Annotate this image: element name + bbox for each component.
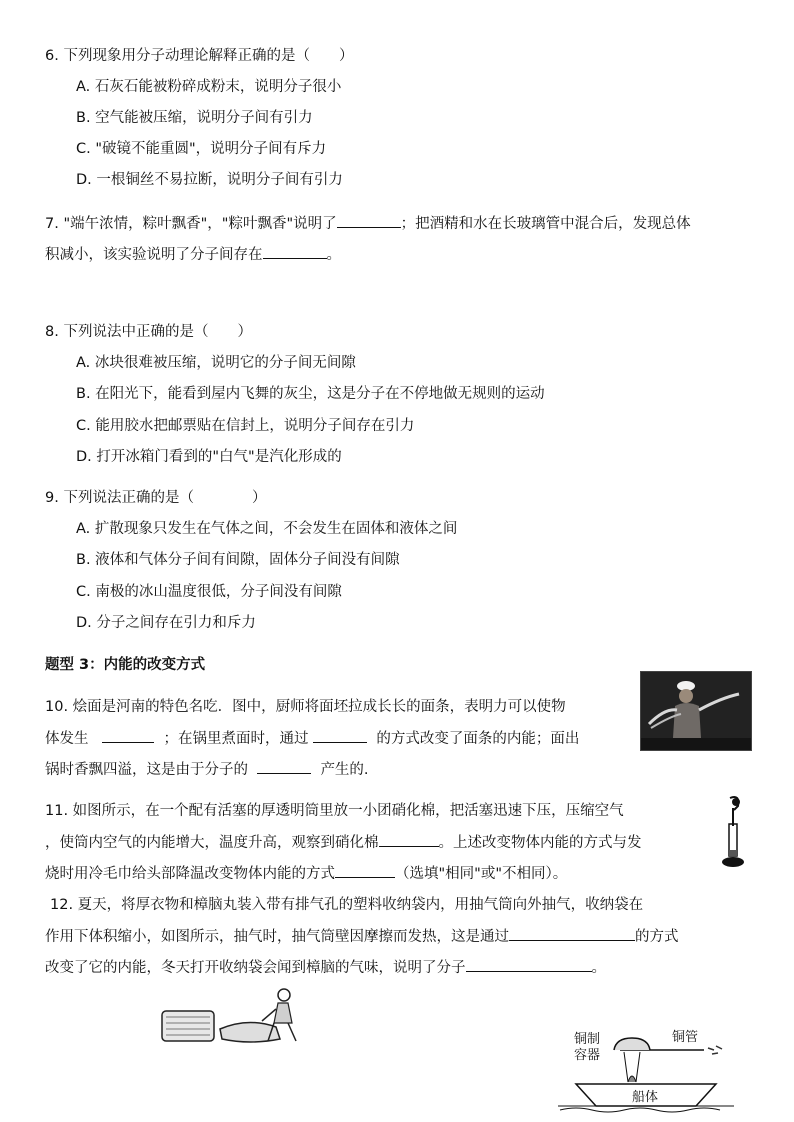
q11-text-a: ，使筒内空气的内能增大，温度升高，观察到硝化棉	[45, 835, 379, 851]
copper-container-label	[574, 1032, 600, 1064]
q6-option-b: B. 空气能被压缩，说明分子间有引力	[76, 110, 313, 126]
q7-blank-1	[337, 213, 401, 228]
q9-option-b: B. 液体和气体分子间有间隙，固体分子间没有间隙	[76, 552, 400, 568]
section-heading: 题型 3：内能的改变方式	[45, 657, 206, 673]
q10-line3	[45, 759, 369, 780]
q12-line3	[45, 957, 606, 978]
q6-stem: 6. 下列现象用分子动理论解释正确的是（ ）	[45, 48, 354, 64]
q6-option-c: C. "破镜不能重圆"，说明分子间有斥力	[76, 141, 327, 157]
q9-stem: 9. 下列说法正确的是（ ）	[45, 490, 267, 506]
q7-text-a: 7. "端午浓情，粽叶飘香"，"粽叶飘香"说明了	[45, 216, 337, 232]
q7-text-d: 。	[326, 247, 341, 263]
q10-line1: 10. 烩面是河南的特色名吃．图中，厨师将面坯拉成长长的面条，表明力可以使物	[45, 699, 566, 715]
q7-line2	[45, 244, 341, 265]
q11-text-c: 烧时用冷毛巾给头部降温改变物体内能的方式	[45, 866, 335, 882]
q10-blank-3	[257, 759, 311, 774]
copper-container-label-line2: 容器	[574, 1048, 601, 1063]
q11-line2	[45, 832, 642, 853]
q11-line1: 11. 如图所示，在一个配有活塞的厚透明筒里放一小团硝化棉，把活塞迅速下压，压缩空气	[45, 803, 624, 819]
steam-boat-figure	[556, 1022, 736, 1118]
q9-option-c: C. 南极的冰山温度很低，分子间没有间隙	[76, 584, 342, 600]
noodle-chef-photo	[640, 671, 752, 751]
q7-text-b: ；把酒精和水在长玻璃管中混合后，发现总体	[400, 216, 691, 232]
q9-option-a: A. 扩散现象只发生在气体之间，不会发生在固体和液体之间	[76, 521, 458, 537]
q12-blank-2	[466, 957, 592, 972]
q6-option-a: A. 石灰石能被粉碎成粉末，说明分子很小	[76, 79, 342, 95]
q10-blank-2	[313, 728, 367, 743]
q7-text-c: 积减小，该实验说明了分子间存在	[45, 247, 263, 263]
q11-line3	[45, 863, 567, 884]
q12-text-b: 的方式	[635, 929, 679, 945]
q8-option-a: A. 冰块很难被压缩，说明它的分子间无间隙	[76, 355, 356, 371]
q8-stem: 8. 下列说法中正确的是（ ）	[45, 324, 252, 340]
q8-option-d: D. 打开冰箱门看到的"白气"是汽化形成的	[76, 449, 342, 465]
q8-option-b: B. 在阳光下，能看到屋内飞舞的灰尘，这是分子在不停地做无规则的运动	[76, 386, 545, 402]
vacuum-bag-figure	[158, 987, 310, 1049]
copper-container-label-line1: 铜制	[574, 1032, 601, 1047]
q6-option-d: D. 一根铜丝不易拉断，说明分子间有引力	[76, 172, 343, 188]
q12-blank-1	[509, 926, 635, 941]
q12-text-d: 。	[591, 960, 606, 976]
q11-text-b: 。上述改变物体内能的方式与发	[438, 835, 642, 851]
hull-label: 船体	[632, 1090, 659, 1105]
piston-cylinder-figure	[718, 796, 748, 872]
q10-text-e: 产生的.	[320, 762, 369, 778]
q10-text-a: 体发生	[45, 731, 89, 747]
q12-text-a: 作用下体积缩小，如图所示，抽气时，抽气筒壁因摩擦而发热，这是通过	[45, 929, 509, 945]
q11-blank-1	[379, 832, 439, 847]
q11-blank-2	[335, 863, 395, 878]
q7-line1	[45, 213, 691, 234]
q10-line2	[45, 728, 579, 749]
q12-line2	[45, 926, 679, 947]
q10-text-b: ；在锅里煮面时，通过	[163, 731, 309, 747]
q12-line1: 12. 夏天，将厚衣物和樟脑丸装入带有排气孔的塑料收纳袋内，用抽气筒向外抽气，收纳袋在	[50, 897, 644, 913]
q8-option-c: C. 能用胶水把邮票贴在信封上，说明分子间存在引力	[76, 418, 415, 434]
q9-option-d: D. 分子之间存在引力和斥力	[76, 615, 256, 631]
q7-blank-2	[263, 244, 327, 259]
copper-pipe-label: 铜管	[672, 1030, 699, 1045]
q10-text-d: 锅时香飘四溢，这是由于分子的	[45, 762, 248, 778]
q11-text-d: （选填"相同"或"不相同）。	[395, 866, 568, 882]
q10-text-c: 的方式改变了面条的内能；面出	[376, 731, 580, 747]
q10-blank-1	[102, 728, 154, 743]
q12-text-c: 改变了它的内能，冬天打开收纳袋会闻到樟脑的气味，说明了分子	[45, 960, 466, 976]
